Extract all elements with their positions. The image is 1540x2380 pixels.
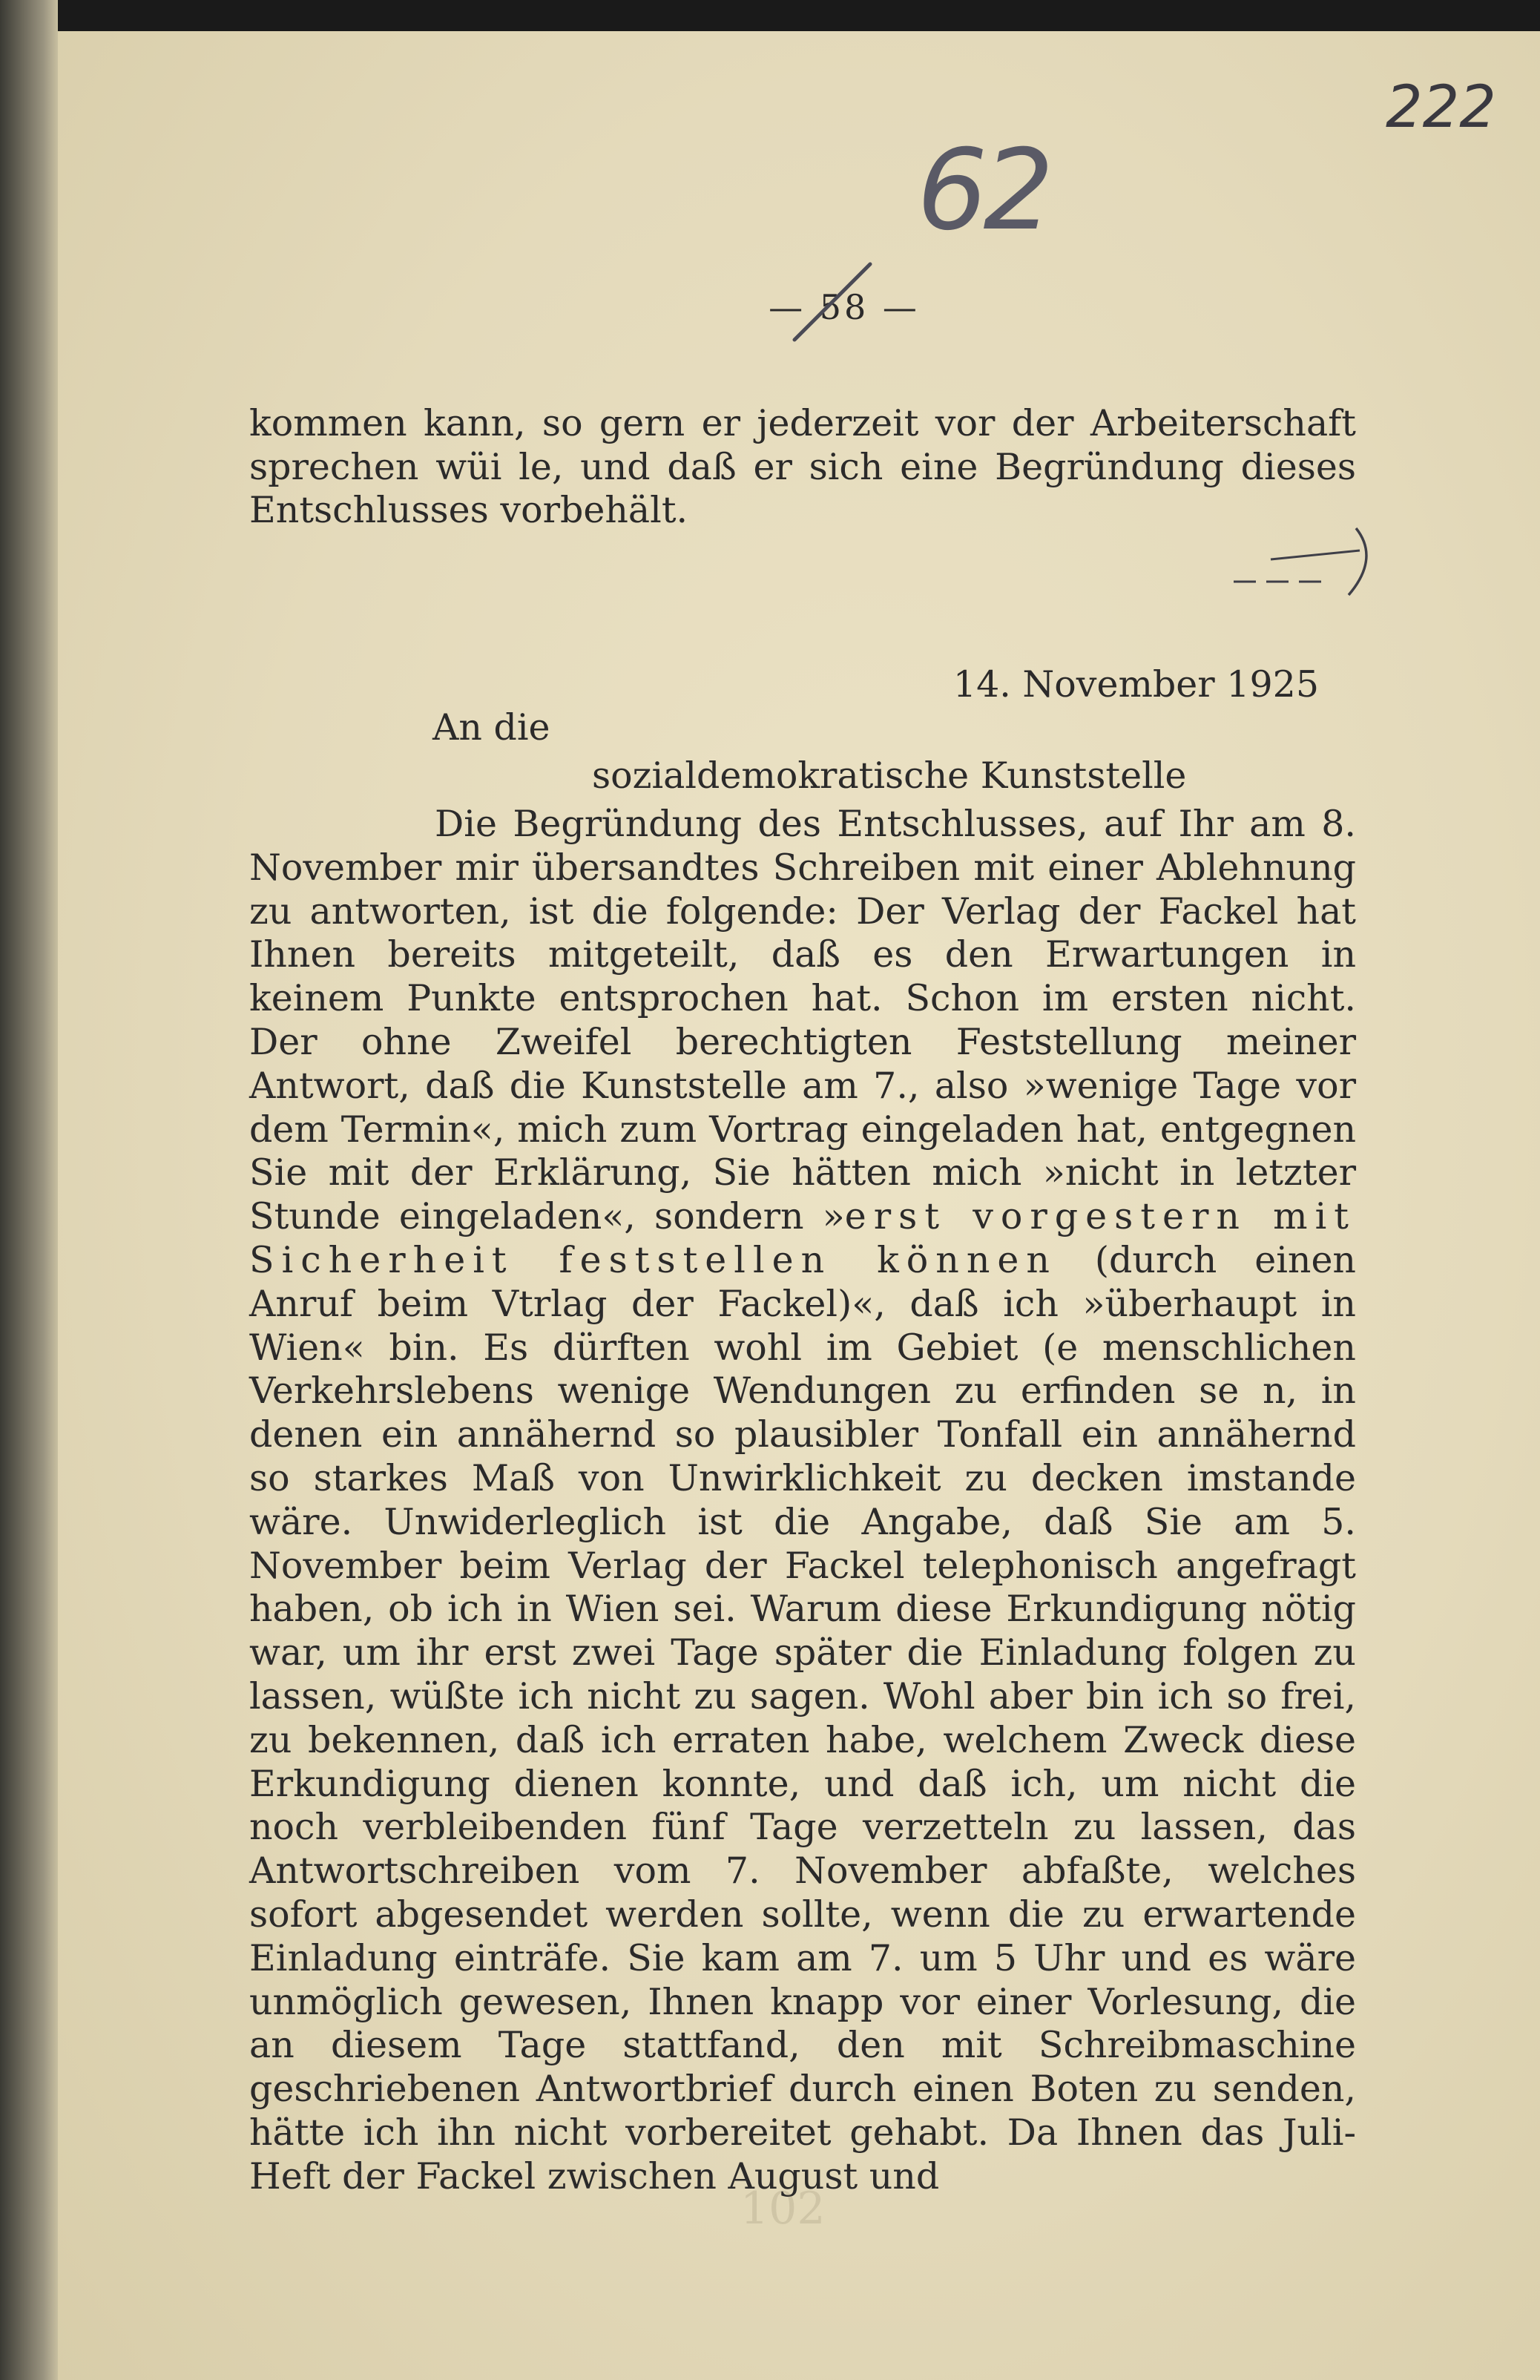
letter-date: 14. November 1925: [952, 663, 1319, 706]
pencil-closing-bracket-mark: [1219, 521, 1389, 602]
closing-paragraph: kommen kann, so gern er jederzeit vor der Arbeiterschaft sprechen wüi le, und daß er sich eine Begründung dieses Entschlusses vorbehält.: [249, 402, 1356, 531]
book-binding-edge: [0, 0, 58, 2380]
pencil-strikethrough-mark: [781, 261, 885, 343]
book-page: [58, 31, 1540, 2380]
letter-body-text-2: (durch einen Anruf beim Vtrlag der Fackel)«, daß ich »überhaupt in Wien« bin. Es dürften wohl im Gebiet (e menschlichen Verkehrslebens wenige Wendungen zu erfinden se n, in denen ein annähernd so plausibler Tonfall ein annähernd so starkes Maß von Unwirklichkeit zu decken imstande wäre. Unwiderleglich ist die Angabe, daß Sie am 5. November beim Verlag der Fackel telephonisch angefragt haben, ob ich in Wien sei. Warum diese Erkundigung nötig war, um ihr erst zwei Tage später die Einladung folgen zu lassen, wüßte ich nicht zu sagen. Wohl aber bin ich so frei, zu bekennen, daß ich erraten habe, welchem Zweck diese Erkundigung dienen konnte, und daß ich, um nicht die noch verbleibenden fünf Tage verzetteln zu lassen, das Antwortschreiben vom 7. November abfaßte, welches sofort abgesendet werden sollte, wenn die zu erwartende Einladung einträfe. Sie kam am 7. um 5 Uhr und es wäre unmöglich gewesen, Ihnen knapp vor einer Vorlesung, die an diesem Tage stattfand, den mit Schreibmaschine geschriebenen Antwortbrief durch einen Boten zu senden, hätte ich ihn nicht vorbereitet gehabt. Da Ihnen das Juli-Heft der Fackel zwischen August und: [249, 1238, 1356, 2197]
salutation-line-1: An die: [432, 706, 550, 749]
printed-page-number: — 58 —: [769, 287, 920, 327]
letter-body-spaced-emphasis: erst vorgestern mit Sicherheit feststellen können: [249, 1195, 1356, 1281]
letter-body-text-1: Die Begründung des Entschlusses, auf Ihr am 8. November mir übersandtes Schreiben mit einer Ablehnung zu antworten, ist die folgende: Der Verlag der Fackel hat Ihnen bereits mitgeteilt, daß es den Erwartungen in keinem Punkte entsprochen hat. Schon im ersten nicht. Der ohne Zweifel berechtigten Feststellung meiner Antwort, daß die Kunststelle am 7., also »wenige Tage vor dem Termin«, mich zum Vortrag eingeladen hat, entgegnen Sie mit der Erklärung, Sie hätten mich »nicht in letzter Stunde eingeladen«, sondern »: [249, 803, 1356, 1238]
bleed-through-page-number: 102: [740, 2183, 826, 2235]
archive-page-number: 222: [1386, 74, 1496, 141]
handwritten-page-number: 62: [917, 126, 1050, 255]
letter-body-paragraph: [249, 803, 1356, 2199]
salutation-recipient: sozialdemokratische Kunststelle: [592, 755, 1187, 797]
